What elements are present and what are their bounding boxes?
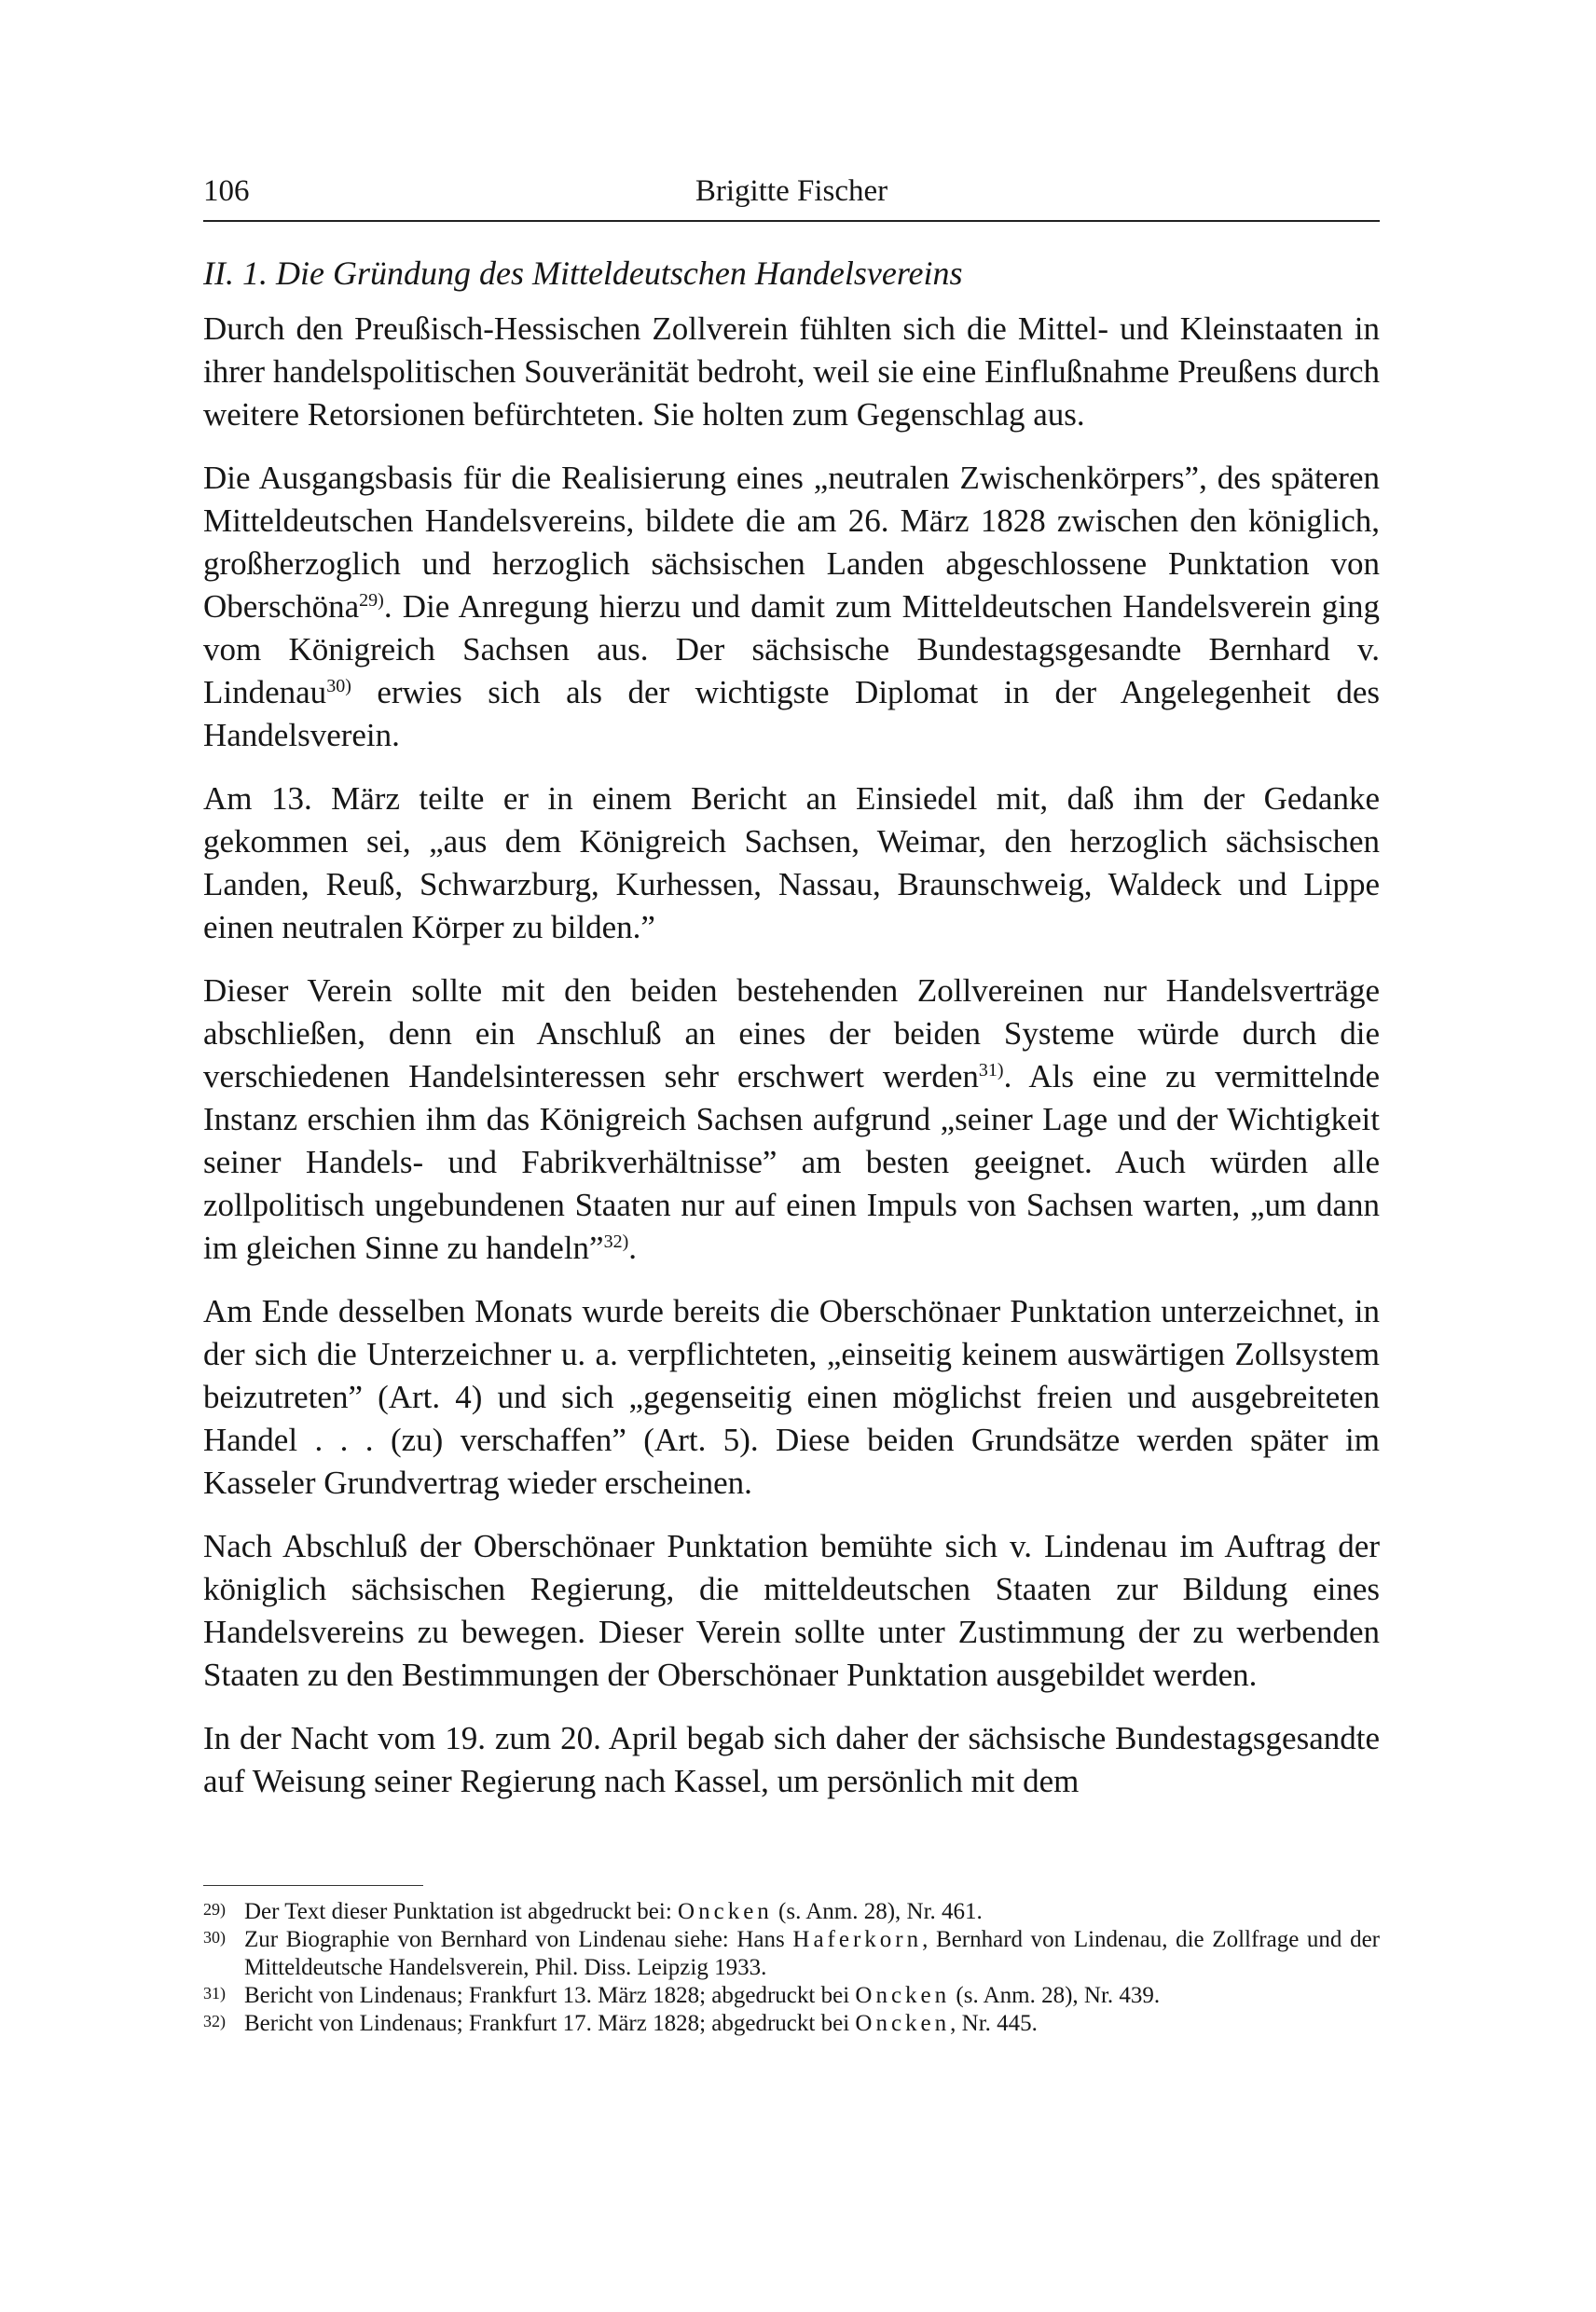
paragraph — [203, 970, 1380, 1270]
running-head — [203, 168, 1380, 214]
footnote-author-name: Oncken — [855, 2011, 951, 2036]
header-rule — [203, 220, 1380, 222]
paragraph: Nach Abschluß der Oberschönaer Punktation bemühte sich v. Lindenau im Auftrag der königlich sächsischen Regierung, die mitteldeutschen Staaten zur Bildung eines Handelsvereins zu bewegen. Dieser Verein sollte unter Zustimmung der zu werbenden Staaten zu den Bestimmungen der Oberschönaer Punktation ausgebildet werden. — [203, 1528, 1380, 1693]
footnote-mark: 30) — [203, 1928, 226, 1947]
paragraph-text: . Als eine zu vermittelnde Instanz erschien ihm das Königreich Sachsen aufgrund „seiner Lage und der Wichtigkeit seiner Handels- und Fabrikverhältnisse” am besten geeignet. Auch würden alle zollpolitisch ungebundenen Staaten nur auf einen Impuls von Sachsen warten, „um dann im gleichen Sinne zu handeln” — [203, 1058, 1380, 1266]
footnote-text-part: (s. Anm. 28), Nr. 461. — [772, 1899, 983, 1924]
paragraph-text: Dieser Verein sollte mit den beiden bestehenden Zollvereinen nur Handelsverträge abschließen, denn ein Anschluß an eines der beiden Systeme würde durch die verschiedenen Handelsinteressen sehr erschwert werden — [203, 972, 1380, 1094]
footnote — [203, 1982, 1380, 2010]
footnote — [203, 1926, 1380, 1982]
footnote-text-part: Bericht von Lindenaus; Frankfurt 13. März 1828; abgedruckt bei — [244, 1983, 856, 2008]
footnote-author-name: Oncken — [855, 1983, 951, 2008]
footnote-text — [244, 1926, 1380, 1982]
footnote-ref: 30) — [326, 676, 351, 696]
paragraph: In der Nacht vom 19. zum 20. April begab sich daher der sächsische Bundestagsgesandte auf Weisung seiner Regierung nach Kassel, um persönlich mit dem — [203, 1720, 1380, 1799]
footnote-text — [244, 1982, 1380, 2010]
paragraph — [203, 457, 1380, 757]
footnote — [203, 1898, 1380, 1926]
body-text — [203, 308, 1380, 1823]
footnote-ref: 32) — [603, 1232, 629, 1252]
paragraph: Am 13. März teilte er in einem Bericht an Einsiedel mit, daß ihm der Gedanke gekommen sei, „aus dem Königreich Sachsen, Weimar, den herzoglich sächsischen Landen, Reuß, Schwarzburg, Kurhessen, Nassau, Braunschweig, Waldeck und Lippe einen neutralen Körper zu bilden.” — [203, 780, 1380, 945]
footnote-text-part: , Nr. 445. — [950, 2011, 1038, 2036]
footnote-ref: 31) — [978, 1060, 1004, 1080]
paragraph: Am Ende desselben Monats wurde bereits die Oberschönaer Punktation unterzeichnet, in der sich die Unterzeichner u. a. verpflichteten, „einseitig keinem auswärtigen Zollsystem beizutreten” (Art. 4) und sich „gegenseitig einen möglichst freien und ausgebreiteten Handel . . . (zu) verschaffen” (Art. 5). Diese beiden Grundsätze werden später im Kasseler Grundvertrag wieder erscheinen. — [203, 1293, 1380, 1501]
footnote — [203, 2010, 1380, 2038]
footnote-rule — [203, 1885, 423, 1886]
footnote-text-part: , Bernhard von Lindenau, die Zollfrage und der Mitteldeutsche Handelsverein, Phil. Diss. Leipzig 1933. — [244, 1927, 1380, 1980]
paragraph-text: Die Ausgangsbasis für die Realisierung eines „neutralen Zwischenkörpers”, des späteren Mitteldeutschen Handelsvereins, bildete die am 26. März 1828 zwischen den königlich, großherzoglich und herzoglich sächsischen Landen abgeschlossene Punktation von Oberschöna — [203, 460, 1380, 625]
footnote-mark: 32) — [203, 2012, 226, 2030]
footnote-text-part: Bericht von Lindenaus; Frankfurt 17. März 1828; abgedruckt bei — [244, 2011, 856, 2036]
paragraph-text: . — [628, 1230, 638, 1266]
footnote-author-name: Oncken — [678, 1899, 773, 1924]
footnote-author-name: Haferkorn — [792, 1927, 923, 1952]
paragraph: Durch den Preußisch-Hessischen Zollverein fühlten sich die Mittel- und Kleinstaaten in ihrer handelspolitischen Souveränität bedroht, weil sie eine Einflußnahme Preußens durch weitere Retorsionen befürchteten. Sie holten zum Gegenschlag aus. — [203, 310, 1380, 433]
paragraph-text: . Die Anregung hierzu und damit zum Mitteldeutschen Handelsverein ging vom Königreich Sachsen aus. Der sächsische Bundestagsgesandte Bernhard v. Lindenau — [203, 588, 1380, 710]
footnote-text-part: (s. Anm. 28), Nr. 439. — [950, 1983, 1161, 2008]
footnote-text — [244, 1898, 1380, 1926]
section-heading: II. 1. Die Gründung des Mitteldeutschen Handelsvereins — [203, 255, 963, 292]
paragraph-text: erwies sich als der wichtigste Diplomat in der Angelegenheit des Handelsverein. — [203, 674, 1380, 753]
footnote-ref: 29) — [359, 590, 384, 611]
page-number: 106 — [203, 174, 250, 208]
footnote-text-part: Der Text dieser Punktation ist abgedruckt bei: — [244, 1899, 679, 1924]
footnote-mark: 29) — [203, 1900, 226, 1919]
footnote-text-part: Zur Biographie von Bernhard von Lindenau siehe: Hans — [244, 1927, 793, 1952]
footnote-text — [244, 2010, 1380, 2038]
footnotes — [203, 1898, 1380, 2038]
running-head-author: Brigitte Fischer — [695, 174, 888, 208]
footnote-mark: 31) — [203, 1984, 226, 2002]
